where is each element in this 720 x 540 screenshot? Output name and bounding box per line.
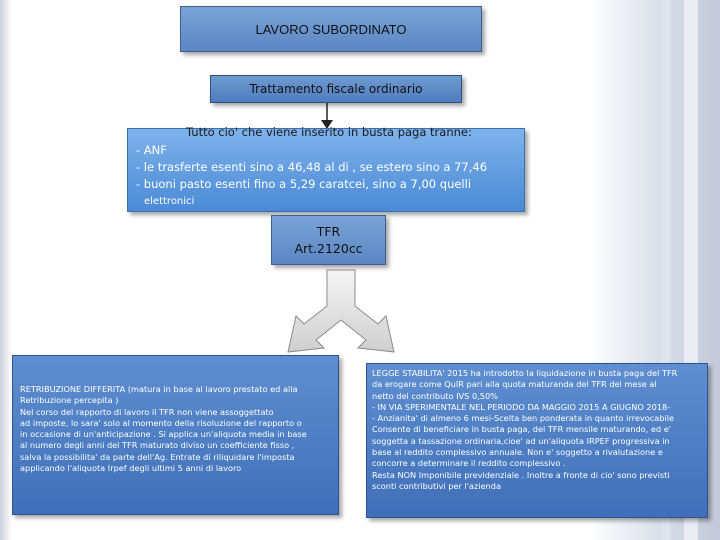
left-text-line: salva la possibilita' da parte dell'Ag. Entrate di riliquidare l'imposta <box>20 451 295 462</box>
left-text-line: applicando l'aliquota Irpef degli ultimi 5 anni di lavoro <box>20 463 242 474</box>
right-text-line: soggetta a tassazione ordinaria,cioe' ad un'aliquota IRPEF progressiva in <box>372 435 670 446</box>
right-text-line: concorre a determinare il reddito complessivo . <box>372 458 566 469</box>
right-text-line: Consente di beneficiare in busta paga, del TFR mensile maturando, ed e' <box>372 424 672 435</box>
left-text-box <box>12 355 339 515</box>
title-box <box>180 6 482 52</box>
left-text-line: Retribuzione percepita ) <box>20 395 119 406</box>
info-item: - le trasferte esenti sino a 46,48 al di , se estero sino a 77,46 <box>136 160 488 174</box>
tfr-box <box>271 215 386 265</box>
info-item: - buoni pasto esenti fino a 5,29 caratcei, sino a 7,00 quelli <box>136 177 472 191</box>
info-heading: Tutto cio' che viene inserito in busta paga tranne: <box>186 125 472 139</box>
info-item: - ANF <box>136 143 167 157</box>
right-text-line: - Anzianita' di almeno 6 mesi-Scelta ben ponderata in quanto irrevocabile <box>372 413 675 424</box>
right-text-line: netto del contributo IVS 0,50% <box>372 390 498 401</box>
right-text-line: Resta NON Imponibile previdenziale . Inoltre a fronte di cio' sono previsti <box>372 469 670 480</box>
diagram-subtitle: Trattamento fiscale ordinario <box>249 82 423 96</box>
background-left-band <box>0 0 12 540</box>
right-text-line: LEGGE STABILITA' 2015 ha introdotto la liquidazione in busta paga del TFR <box>372 368 678 378</box>
left-text-line: RETRIBUZIONE DIFFERITA (matura in base al lavoro prestato ed alla <box>20 384 298 394</box>
right-text-box <box>366 363 708 518</box>
info-box <box>127 125 525 212</box>
diagram-title: LAVORO SUBORDINATO <box>255 21 407 37</box>
right-text-line: - IN VIA SPERIMENTALE NEL PERIODO DA MAGGIO 2015 A GIUGNO 2018- <box>372 401 671 412</box>
left-text-line: al numero degli anni del TFR maturato diviso un coefficiente fisso , <box>20 440 295 451</box>
right-text-line: base al reddito complessivo annuale. Non e' soggetto a rivalutazione e <box>372 447 663 458</box>
left-text-line: ad imposte, lo sara' solo al momento della risoluzione del rapporto o <box>20 417 302 428</box>
right-text-line: da erogare come QuIR pari alla quota maturanda del TFR del mese al <box>372 379 657 390</box>
split-arrow-icon <box>282 268 400 358</box>
tfr-article: Art.2120cc <box>294 241 363 256</box>
tfr-label: TFR <box>316 224 341 239</box>
info-item-tail: elettronici <box>144 196 195 207</box>
right-text-line: sconti contributivi per l'azienda <box>372 480 501 491</box>
subtitle-box <box>210 75 462 103</box>
left-text-line: Nel corso del rapporto di lavoro il TFR non viene assoggettato <box>20 406 274 417</box>
left-text-line: in occasione di un'anticipazione . Si applica un'aliquota media in base <box>20 429 307 440</box>
